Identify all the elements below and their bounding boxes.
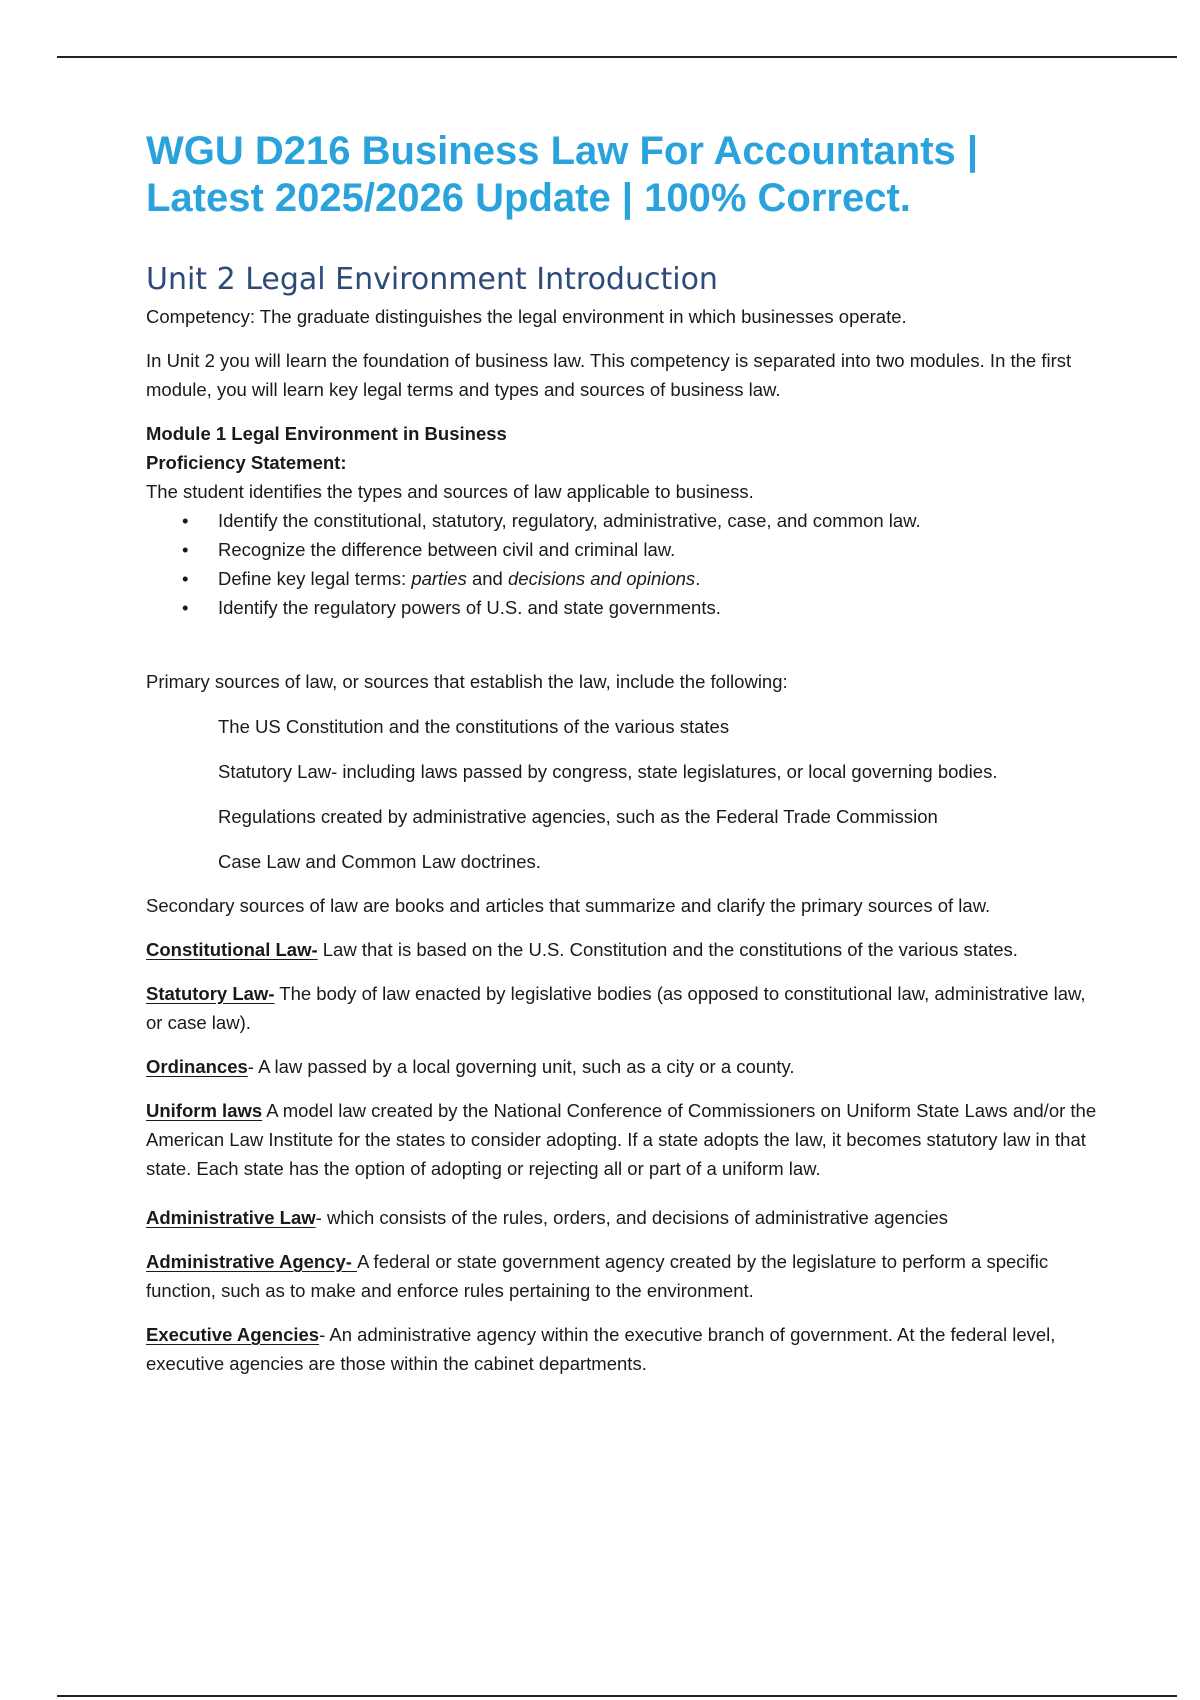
objective-item <box>146 535 1106 564</box>
objective-text: Identify the constitutional, statutory, regulatory, administrative, case, and common law. <box>218 510 921 531</box>
objective-text: Identify the regulatory powers of U.S. and state governments. <box>218 597 721 618</box>
unit-heading: Unit 2 Legal Environment Introduction <box>146 262 718 297</box>
definition-text: A model law created by the National Conference of Commissioners on Uniform State Laws and/or the American Law Institute for the states to consider adopting. If a state adopts the law, it becomes statutory law in that state. Each state has the option of adopting or rejecting all or part of a uniform law. <box>146 1100 1097 1179</box>
competency-statement: Competency: The graduate distinguishes the legal environment in which businesses operate. <box>146 306 907 327</box>
definition-term: Executive Agencies <box>146 1324 320 1345</box>
definition-executive-agencies <box>146 1320 1106 1378</box>
objective-term-parties: parties <box>411 568 467 589</box>
objective-text-suffix: . <box>695 568 701 589</box>
primary-source-item: Statutory Law- including laws passed by congress, state legislatures, or local governing bodies. <box>218 761 998 782</box>
module-title: Module 1 Legal Environment in Business <box>146 423 507 444</box>
definition-text: The body of law enacted by legislative bodies (as opposed to constitutional law, administrative law, or case law). <box>146 983 1086 1033</box>
definition-uniform-laws <box>146 1096 1106 1183</box>
definition-ordinances <box>146 1052 1106 1081</box>
definition-term: Statutory Law- <box>146 983 275 1004</box>
secondary-sources: Secondary sources of law are books and articles that summarize and clarify the primary sources of law. <box>146 895 991 916</box>
unit-intro: In Unit 2 you will learn the foundation of business law. This competency is separated into two modules. In the first module, you will learn key legal terms and types and sources of business law. <box>146 350 1072 400</box>
objective-item <box>146 506 1106 535</box>
proficiency-title: Proficiency Statement: <box>146 452 347 473</box>
bullet-icon: • <box>182 597 189 618</box>
bullet-icon: • <box>182 539 189 560</box>
definition-text: A federal or state government agency created by the legislature to perform a specific function, such as to make and enforce rules pertaining to the environment. <box>146 1251 1049 1301</box>
definition-text: - which consists of the rules, orders, and decisions of administrative agencies <box>315 1207 949 1228</box>
document-title-line-2: Latest 2025/2026 Update | 100% Correct. <box>146 176 911 220</box>
objectives-list <box>146 506 1106 622</box>
proficiency-statement: The student identifies the types and sources of law applicable to business. <box>146 481 754 502</box>
bullet-icon: • <box>182 510 189 531</box>
definition-administrative-law <box>146 1203 1106 1232</box>
objective-text: Recognize the difference between civil and criminal law. <box>218 539 676 560</box>
objective-item <box>146 593 1106 622</box>
document-title <box>146 128 1106 222</box>
objective-text-prefix: Define key legal terms: <box>218 568 412 589</box>
definition-term: Administrative Agency- <box>146 1251 358 1272</box>
objective-item <box>146 564 1106 593</box>
definition-text: - An administrative agency within the executive branch of government. At the federal level, executive agencies are those within the cabinet departments. <box>146 1324 1056 1374</box>
primary-source-item: Case Law and Common Law doctrines. <box>218 851 541 872</box>
definition-administrative-agency <box>146 1247 1106 1305</box>
definition-statutory-law <box>146 979 1106 1037</box>
definition-term: Constitutional Law- <box>146 939 318 960</box>
definition-term: Uniform laws <box>146 1100 263 1121</box>
document-title-line-1: WGU D216 Business Law For Accountants | <box>146 129 979 173</box>
definition-constitutional-law <box>146 935 1106 964</box>
definition-text: - A law passed by a local governing unit, such as a city or a county. <box>247 1056 795 1077</box>
top-rule <box>57 56 1177 58</box>
primary-source-item: The US Constitution and the constitutions of the various states <box>218 716 730 737</box>
bottom-rule <box>57 1695 1177 1697</box>
objective-term-decisions: decisions and opinions <box>508 568 696 589</box>
bullet-icon: • <box>182 568 189 589</box>
objective-text-middle: and <box>466 568 508 589</box>
definition-text: Law that is based on the U.S. Constitution and the constitutions of the various states. <box>317 939 1018 960</box>
primary-source-item: Regulations created by administrative agencies, such as the Federal Trade Commission <box>218 806 938 827</box>
definition-term: Ordinances <box>146 1056 248 1077</box>
definition-term: Administrative Law <box>146 1207 316 1228</box>
document-body <box>146 128 1106 1378</box>
primary-sources-intro: Primary sources of law, or sources that establish the law, include the following: <box>146 671 788 692</box>
